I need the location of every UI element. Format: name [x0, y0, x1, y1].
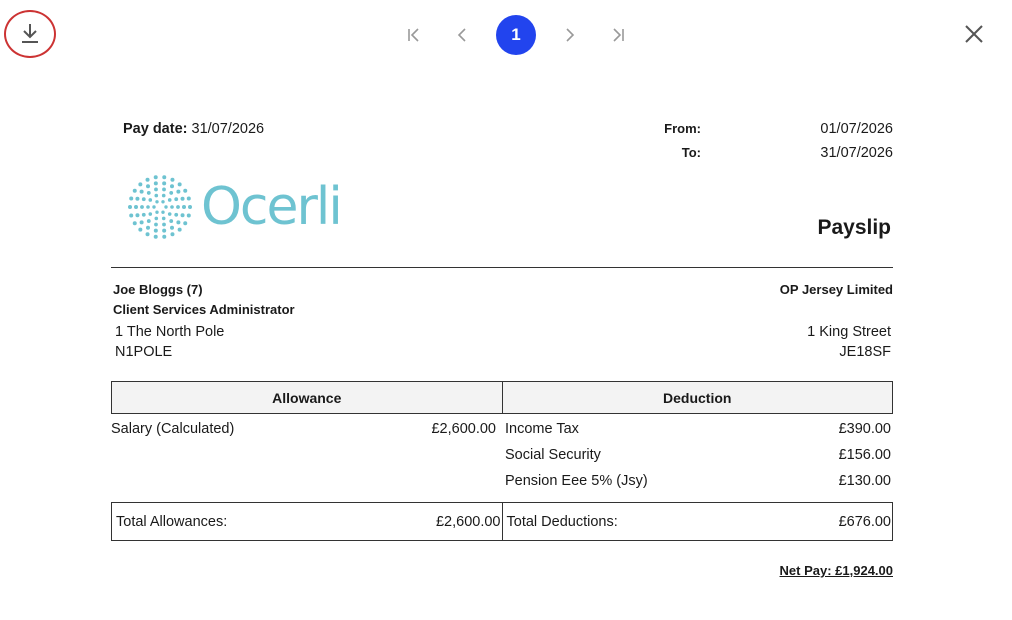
pay-date-label: Pay date: — [123, 121, 188, 137]
pay-date — [123, 121, 264, 137]
company-name: OP Jersey Limited — [779, 282, 893, 297]
from-value: 01/07/2026 — [820, 121, 893, 137]
deduction-row — [505, 473, 891, 495]
download-icon — [19, 22, 41, 46]
to-value: 31/07/2026 — [820, 145, 893, 161]
close-button[interactable] — [962, 22, 986, 46]
first-page-button[interactable] — [396, 15, 432, 55]
deduction-amount: £390.00 — [838, 421, 891, 437]
table-header — [111, 381, 893, 414]
employee-address-line1: 1 The North Pole — [115, 324, 225, 340]
from-label: From: — [664, 121, 701, 136]
deduction-label: Social Security — [505, 447, 601, 463]
last-page-button[interactable] — [600, 15, 636, 55]
pagination — [390, 15, 642, 55]
next-page-icon — [561, 26, 579, 44]
company-address-line1: 1 King Street — [807, 324, 891, 340]
pay-period — [661, 121, 893, 169]
allowance-label: Salary (Calculated) — [111, 421, 235, 437]
previous-page-button[interactable] — [444, 15, 480, 55]
total-deductions-label: Total Deductions: — [506, 513, 618, 530]
total-allowances — [112, 503, 503, 540]
allowance-header: Allowance — [112, 382, 503, 413]
company-logo — [127, 174, 341, 240]
divider — [111, 267, 893, 268]
close-icon — [964, 24, 984, 44]
allowance-amount: £2,600.00 — [431, 421, 496, 437]
deduction-label: Income Tax — [505, 421, 579, 437]
first-page-icon — [405, 26, 423, 44]
payslip-title: Payslip — [817, 216, 891, 239]
deduction-row — [505, 447, 891, 469]
logo-mark-icon — [127, 174, 193, 240]
current-page-button[interactable]: 1 — [496, 15, 536, 55]
total-deductions-value: £676.00 — [838, 513, 891, 530]
company-address-line2: JE18SF — [839, 344, 891, 360]
deduction-amount: £156.00 — [838, 447, 891, 463]
deduction-label: Pension Eee 5% (Jsy) — [505, 473, 648, 489]
next-page-button[interactable] — [552, 15, 588, 55]
employee-role: Client Services Administrator — [113, 302, 295, 317]
deduction-header: Deduction — [663, 389, 732, 406]
total-allowances-label: Total Allowances: — [116, 513, 228, 530]
deduction-amount: £130.00 — [838, 473, 891, 489]
employee-address-line2: N1POLE — [115, 344, 173, 360]
total-deductions — [503, 503, 893, 540]
total-allowances-value: £2,600.00 — [435, 513, 501, 530]
totals-row — [111, 502, 893, 541]
previous-page-icon — [453, 26, 471, 44]
download-button[interactable] — [4, 10, 56, 58]
last-page-icon — [609, 26, 627, 44]
allowance-row — [111, 421, 496, 443]
logo-text: Ocerli — [201, 177, 341, 237]
employee-name: Joe Bloggs (7) — [113, 282, 203, 297]
pay-date-value: 31/07/2026 — [191, 121, 265, 137]
deduction-row — [505, 421, 891, 443]
net-pay: Net Pay: £1,924.00 — [779, 563, 893, 578]
to-label: To: — [681, 145, 701, 160]
